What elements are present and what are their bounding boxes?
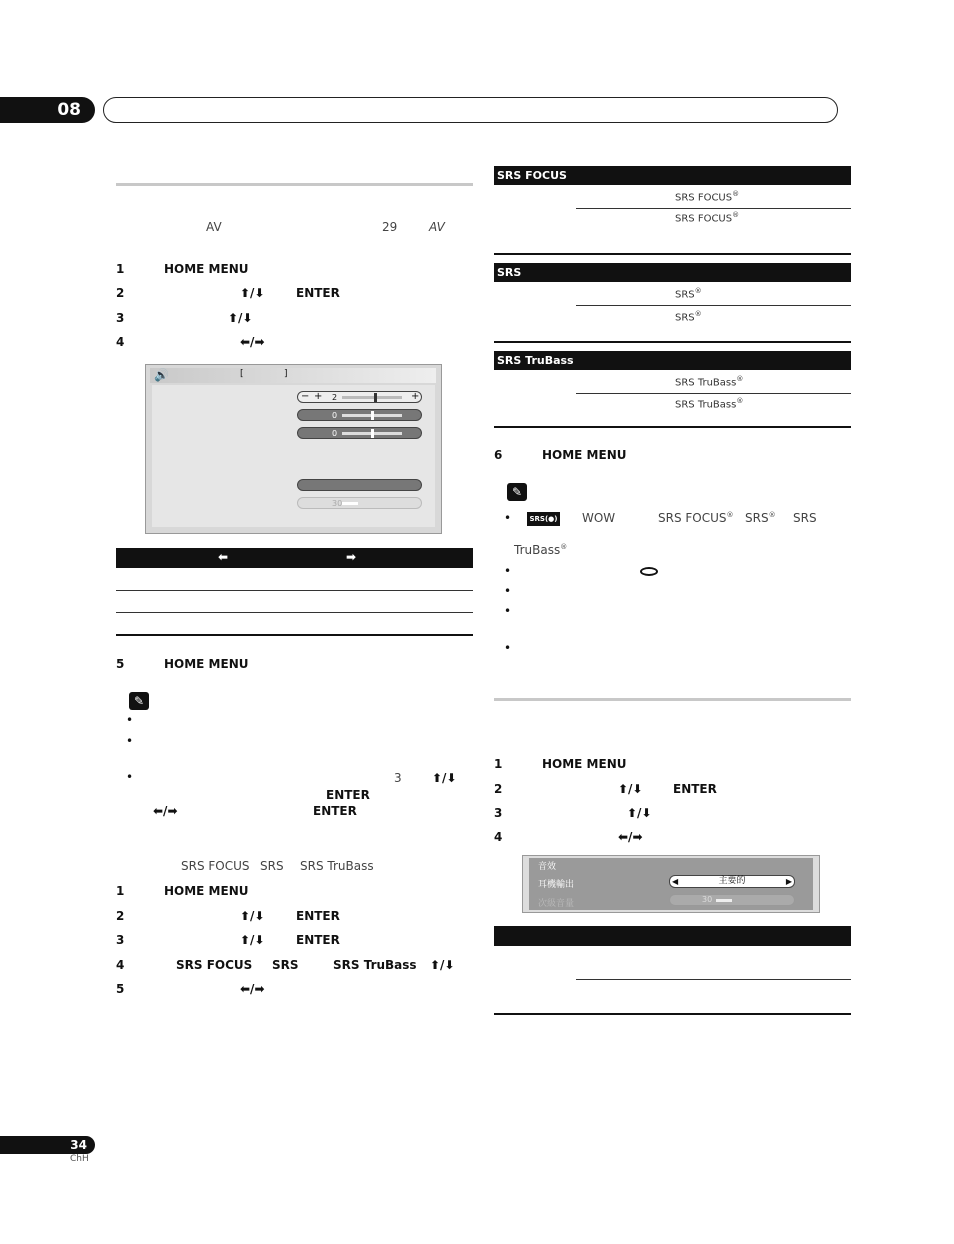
- registered-mark: ®: [726, 511, 734, 519]
- up-down-arrow-icon: ⬆/⬇: [240, 286, 265, 300]
- step-number: 1: [116, 884, 125, 898]
- cell-text: SRS TruBass: [675, 399, 737, 411]
- enter-key: ENTER: [296, 933, 340, 947]
- label-text: SRS FOCUS: [658, 511, 727, 525]
- table-bottom-rule: [494, 1013, 851, 1015]
- trubass-label: [514, 543, 567, 557]
- left-right-arrow-icon: ⬅/➡: [240, 982, 265, 996]
- sound-menu-screenshot: [145, 364, 442, 534]
- srs-key: SRS: [272, 958, 299, 972]
- table-bottom-rule: [494, 426, 851, 428]
- up-down-arrow-icon: ⬆/⬇: [618, 782, 643, 796]
- slider-value: 0: [332, 429, 338, 438]
- slider-track: [342, 502, 358, 505]
- table-row-divider: [576, 305, 851, 306]
- selector-value: 主要的: [718, 876, 746, 886]
- slider-value: 30: [702, 895, 713, 904]
- table-cell: [675, 190, 739, 203]
- srs-circle-icon: [640, 567, 658, 576]
- intro-av: AV: [206, 220, 222, 234]
- table-bottom-rule: [494, 341, 851, 343]
- left-right-arrow-icon: ⬅/➡: [618, 830, 643, 844]
- up-down-arrow-icon: ⬆/⬇: [627, 806, 652, 820]
- step-number: 1: [494, 757, 503, 771]
- step-number: 1: [116, 262, 125, 276]
- note-icon: ✎: [507, 483, 527, 501]
- left-right-arrow-icon: ⬅/➡: [240, 335, 265, 349]
- table-bottom-rule: [494, 253, 851, 255]
- bullet: •: [504, 511, 512, 525]
- step-number: 2: [116, 286, 125, 300]
- srs-label: SRS: [260, 859, 284, 873]
- slider-knob: [374, 393, 377, 402]
- srs-trubass-key: SRS TruBass: [333, 958, 417, 972]
- plus-icon: +: [314, 391, 323, 402]
- registered-mark: ®: [732, 190, 740, 198]
- plus-icon: +: [411, 391, 420, 402]
- bullet: •: [504, 584, 512, 598]
- slider-value: 0: [332, 411, 338, 420]
- minus-icon: −: [301, 391, 310, 402]
- wow-label: WOW: [582, 511, 616, 525]
- bullet: •: [504, 641, 512, 655]
- bass-slider[interactable]: [297, 391, 422, 403]
- step-number: 2: [494, 782, 503, 796]
- registered-mark: ®: [736, 375, 744, 383]
- table-row-divider: [576, 393, 851, 394]
- home-menu-key: HOME MENU: [164, 884, 249, 898]
- balance-slider[interactable]: [297, 427, 422, 439]
- up-down-arrow-icon: ⬆/⬇: [432, 771, 457, 785]
- sub-volume-slider: [669, 894, 795, 906]
- bullet: •: [126, 734, 134, 748]
- srs-label-2: SRS: [793, 511, 817, 525]
- intro-av-italic: AV: [429, 220, 445, 234]
- menu-title: 音效: [538, 862, 557, 872]
- up-down-arrow-icon: ⬆/⬇: [430, 958, 455, 972]
- step-number: 4: [494, 830, 503, 844]
- up-down-arrow-icon: ⬆/⬇: [228, 311, 253, 325]
- srs-focus-key: SRS FOCUS: [176, 958, 253, 972]
- bullet: •: [504, 564, 512, 578]
- note-icon: ✎: [129, 692, 149, 710]
- section-rule: [494, 698, 851, 701]
- enter-key: ENTER: [296, 286, 340, 300]
- home-menu-key: HOME MENU: [542, 448, 627, 462]
- srs-trubass-table-header: SRS TruBass: [494, 351, 851, 370]
- page-number-tab: [0, 1136, 95, 1154]
- enter-key: ENTER: [673, 782, 717, 796]
- slider-fill: [716, 899, 732, 902]
- table-row-divider: [576, 208, 851, 209]
- registered-mark: ®: [732, 211, 740, 219]
- registered-mark: ®: [694, 310, 702, 318]
- step-number: 2: [116, 909, 125, 923]
- right-arrow-icon: ➡: [346, 550, 357, 564]
- step-number: 4: [116, 958, 125, 972]
- step-number: 3: [116, 311, 125, 325]
- srs-wow-logo-icon: SRS(●): [527, 512, 560, 526]
- registered-mark: ®: [736, 397, 744, 405]
- step-number: 3: [494, 806, 503, 820]
- slider-value: 2: [332, 393, 338, 402]
- cell-text: SRS FOCUS: [675, 192, 733, 204]
- enter-key: ENTER: [296, 909, 340, 923]
- table-row-divider: [116, 612, 473, 613]
- srs-table-header: SRS: [494, 263, 851, 282]
- table-header: [116, 548, 473, 568]
- srs-focus-table-header: SRS FOCUS: [494, 166, 851, 185]
- arrow-right-icon: ▶: [785, 877, 792, 886]
- left-arrow-icon: ⬅: [218, 550, 229, 564]
- table-cell: [675, 397, 743, 410]
- option-selector[interactable]: [297, 479, 422, 491]
- slider-track: [342, 396, 402, 399]
- note-page-ref: 3: [394, 771, 402, 785]
- headphone-output-label: 耳機輸出: [538, 880, 575, 890]
- slider-knob: [371, 411, 374, 420]
- slider-knob: [371, 429, 374, 438]
- slider-value: 30: [332, 499, 343, 508]
- sub-volume-label: 次級音量: [538, 899, 575, 909]
- srs-focus-label: [658, 511, 734, 525]
- language-code: ChH: [70, 1154, 89, 1164]
- table-cell: [675, 287, 702, 300]
- bullet: •: [504, 604, 512, 618]
- srs-focus-label: SRS FOCUS: [181, 859, 250, 873]
- chapter-tab: [0, 97, 95, 123]
- home-menu-key: HOME MENU: [164, 657, 249, 671]
- registered-mark: ®: [768, 511, 776, 519]
- menu-body: [152, 385, 435, 527]
- section-rule: [116, 183, 473, 186]
- step-number: 4: [116, 335, 125, 349]
- table-cell: [675, 310, 702, 323]
- table-row-divider: [576, 979, 851, 980]
- registered-mark: ®: [694, 287, 702, 295]
- table-cell: [675, 211, 739, 224]
- chapter-title-bar: [103, 97, 838, 123]
- intro-page: 29: [382, 220, 398, 234]
- table-header: [494, 926, 851, 946]
- bracket-left: [: [240, 369, 244, 379]
- bullet: •: [126, 770, 134, 784]
- registered-mark: ®: [560, 543, 568, 551]
- treble-slider[interactable]: [297, 409, 422, 421]
- step-number: 5: [116, 982, 125, 996]
- chapter-number: 08: [57, 100, 81, 120]
- arrow-left-icon: ◀: [672, 877, 679, 886]
- bullet: •: [126, 713, 134, 727]
- headphone-output-selector[interactable]: [669, 875, 795, 888]
- label-text: TruBass: [514, 543, 561, 557]
- srs-trubass-label: SRS TruBass: [300, 859, 374, 873]
- table-bottom-rule: [116, 634, 473, 636]
- home-menu-key: HOME MENU: [542, 757, 627, 771]
- cell-text: SRS FOCUS: [675, 213, 733, 225]
- step-number: 6: [494, 448, 503, 462]
- menu-body: [529, 858, 813, 910]
- step-number: 5: [116, 657, 125, 671]
- step-number: 3: [116, 933, 125, 947]
- page-number: 34: [70, 1138, 87, 1152]
- speaker-icon: 🔊: [154, 368, 169, 382]
- table-row-divider: [116, 590, 473, 591]
- enter-key: ENTER: [313, 804, 357, 818]
- headphone-menu-screenshot: [522, 855, 820, 913]
- bracket-right: ]: [284, 369, 288, 379]
- label-text: SRS: [745, 511, 769, 525]
- cell-text: SRS: [675, 312, 695, 324]
- cell-text: SRS: [675, 289, 695, 301]
- table-cell: [675, 375, 743, 388]
- up-down-arrow-icon: ⬆/⬇: [240, 909, 265, 923]
- sub-volume-slider: [297, 497, 422, 509]
- up-down-arrow-icon: ⬆/⬇: [240, 933, 265, 947]
- home-menu-key: HOME MENU: [164, 262, 249, 276]
- srs-label: [745, 511, 776, 525]
- menu-title-bar: [150, 368, 436, 383]
- cell-text: SRS TruBass: [675, 377, 737, 389]
- left-right-arrow-icon: ⬅/➡: [153, 804, 178, 818]
- enter-key: ENTER: [326, 788, 370, 802]
